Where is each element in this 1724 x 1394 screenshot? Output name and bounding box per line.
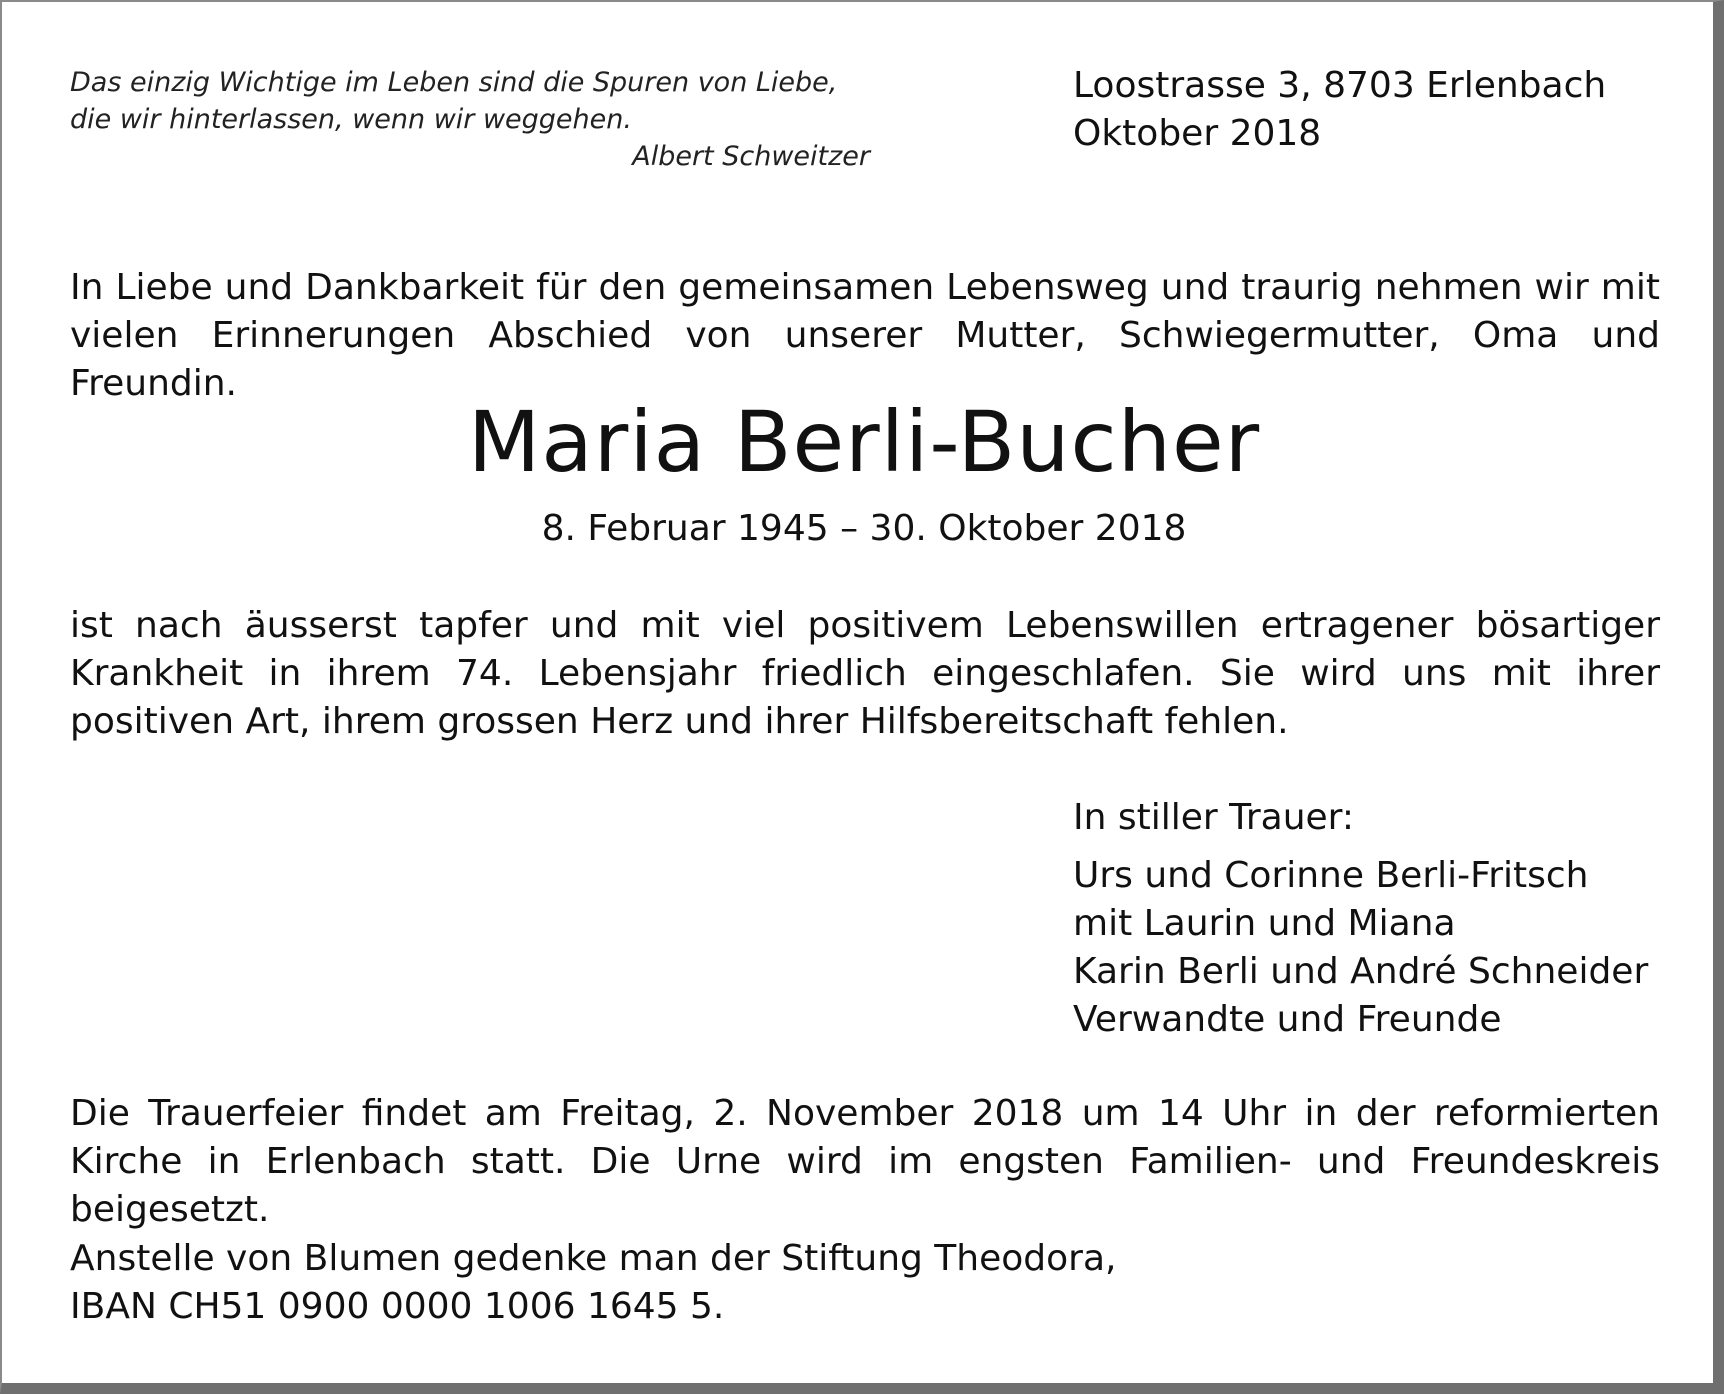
address-line: Loostrasse 3, 8703 Erlenbach [1073, 65, 1607, 106]
mourner-line: mit Laurin und Miana [1073, 903, 1456, 944]
notice-date: Oktober 2018 [1073, 113, 1322, 154]
deceased-name: Maria Berli-Bucher [467, 393, 1261, 491]
intro-paragraph: In Liebe und Dankbarkeit für den gemeinsamen Lebensweg und traurig nehmen wir mit vielen Erinnerungen Abschied von unserer Mutter, Schwiegermutter, Oma und Freundin. [70, 267, 1660, 404]
epigraph-quote [70, 64, 870, 175]
quote-author: Albert Schweitzer [632, 141, 870, 172]
mourner-line: Karin Berli und André Schneider [1073, 951, 1649, 992]
body-paragraph: ist nach äusserst tapfer und mit viel positivem Lebenswillen ertragener bösartiger Krankheit in ihrem 74. Lebensjahr friedlich eingeschlafen. Sie wird uns mit ihrer positiven Art, ihrem grossen Herz und ihrer Hilfsbereitschaft fehlen. [70, 605, 1660, 742]
address-block [1073, 62, 1606, 158]
service-paragraph: Die Trauerfeier findet am Freitag, 2. November 2018 um 14 Uhr in der reformierten Kirche in Erlenbach statt. Die Urne wird im engsten Familien- und Freundeskreis beigesetzt. [70, 1093, 1660, 1230]
mourners-block [1073, 794, 1648, 1044]
donation-block [70, 1235, 1116, 1331]
mourner-line: Verwandte und Freunde [1073, 999, 1502, 1040]
donation-line-1: Anstelle von Blumen gedenke man der Stiftung Theodora, [70, 1238, 1117, 1279]
donation-iban: IBAN CH51 0900 0000 1006 1645 5. [70, 1286, 725, 1327]
life-dates: 8. Februar 1945 – 30. Oktober 2018 [541, 508, 1187, 549]
quote-line-1: Das einzig Wichtige im Leben sind die Spuren von Liebe, [70, 67, 838, 98]
mourner-line: Urs und Corinne Berli-Fritsch [1073, 855, 1589, 896]
mourners-heading: In stiller Trauer: [1073, 797, 1354, 838]
quote-line-2: die wir hinterlassen, wenn wir weggehen. [70, 104, 632, 135]
